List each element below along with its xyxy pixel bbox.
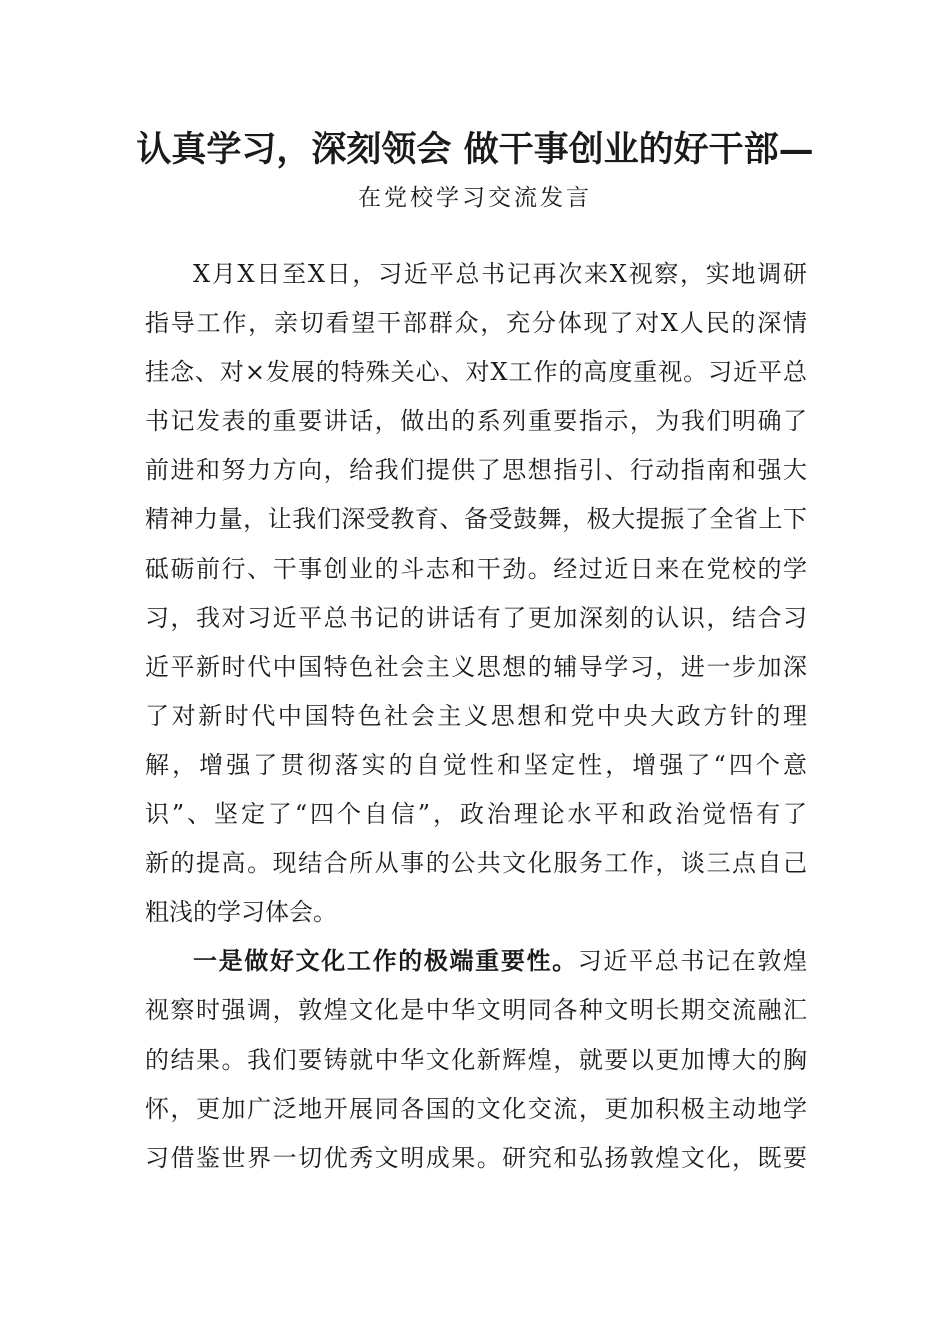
document-title: 认真学习，深刻领会 做干事创业的好干部— — [136, 129, 814, 170]
text-line: 近平新时代中国特色社会主义思想的辅导学习，进一步加深 — [145, 652, 807, 681]
text-line: 习借鉴世界一切优秀文明成果。研究和弘扬敦煌文化，既要 — [145, 1143, 807, 1172]
text-line: X月X日至X日，习近平总书记再次来X视察，实地调研 — [193, 260, 807, 288]
text-line: 了对新时代中国特色社会主义思想和党中央大政方针的理 — [145, 701, 807, 730]
document-subtitle: 在党校学习交流发言 — [358, 185, 592, 211]
document-body — [145, 250, 807, 1183]
text-line: 新的提高。现结合所从事的公共文化服务工作，谈三点自己 — [145, 849, 807, 878]
paragraph-lead-rest: 习近平总书记在敦煌 — [577, 947, 807, 976]
text-line: 砥砺前行、干事创业的斗志和干劲。经过近日来在党校的学 — [145, 554, 807, 583]
text-line: 怀，更加广泛地开展同各国的文化交流，更加积极主动地学 — [145, 1094, 807, 1123]
paragraph-lead-heading: 一是做好文化工作的极端重要性。 — [193, 947, 578, 976]
paragraph-2 — [145, 937, 807, 1182]
text-line: 前进和努力方向，给我们提供了思想指引、行动指南和强大 — [145, 456, 807, 485]
text-line: 粗浅的学习体会。 — [145, 898, 337, 927]
text-line: 视察时强调，敦煌文化是中华文明同各种文明长期交流融汇 — [145, 996, 807, 1025]
text-line: 习，我对习近平总书记的讲话有了更加深刻的认识，结合习 — [145, 603, 807, 632]
text-line: 指导工作，亲切看望干部群众，充分体现了对X人民的深情 — [145, 309, 807, 338]
text-line: 书记发表的重要讲话，做出的系列重要指示，为我们明确了 — [145, 407, 807, 436]
text-line: 挂念、对×发展的特殊关心、对X工作的高度重视。习近平总 — [145, 358, 807, 387]
text-line: 识”、坚定了“四个自信”，政治理论水平和政治觉悟有了 — [145, 800, 807, 829]
text-line: 解，增强了贯彻落实的自觉性和坚定性，增强了“四个意 — [145, 750, 807, 779]
text-line: 精神力量，让我们深受教育、备受鼓舞，极大提振了全省上下 — [145, 505, 807, 534]
text-line: 的结果。我们要铸就中华文化新辉煌，就要以更加博大的胸 — [145, 1045, 807, 1074]
text-line-lead — [145, 937, 807, 986]
paragraph-1 — [145, 250, 807, 937]
